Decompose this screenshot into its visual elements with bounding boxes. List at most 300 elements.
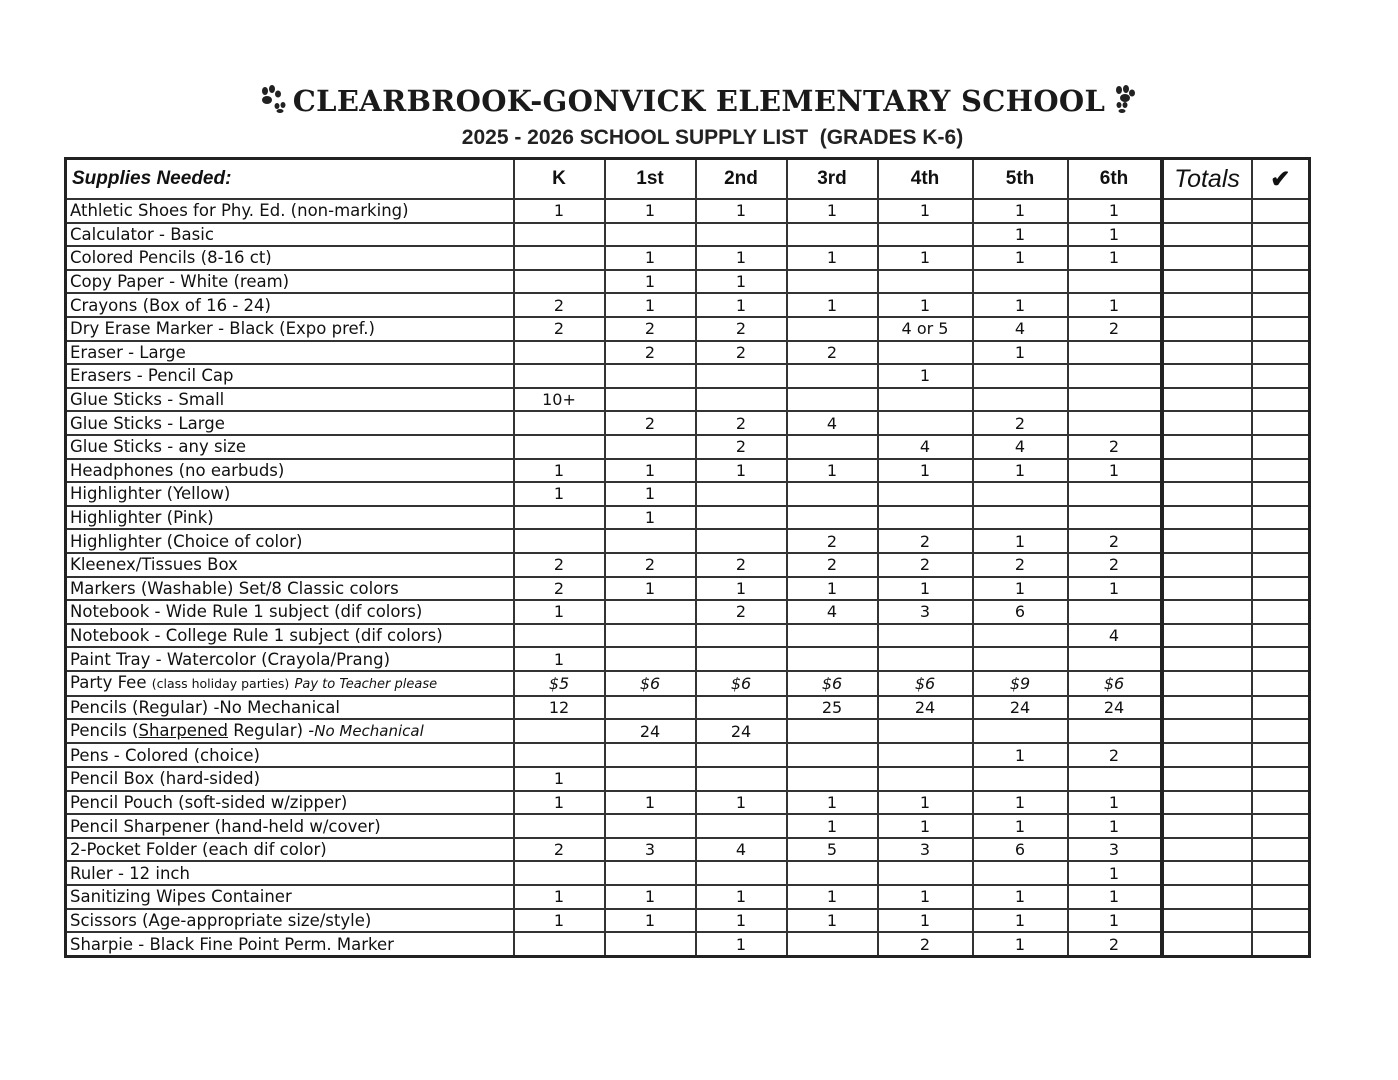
quantity-cell: 2 <box>696 600 787 624</box>
checkmark-cell[interactable] <box>1252 838 1310 862</box>
quantity-cell: 1 <box>973 885 1068 909</box>
quantity-cell: 24 <box>1068 696 1162 720</box>
quantity-cell: 2 <box>696 435 787 459</box>
totals-cell[interactable] <box>1162 506 1252 530</box>
supply-item-cell <box>66 529 514 553</box>
checkmark-cell[interactable] <box>1252 791 1310 815</box>
quantity-cell: 1 <box>605 885 696 909</box>
supply-item-text: Pencils (Regular) -No Mechanical <box>70 698 340 718</box>
paw-print-icon <box>1111 85 1139 113</box>
quantity-cell <box>605 696 696 720</box>
quantity-cell: 2 <box>514 553 605 577</box>
quantity-cell: 1 <box>787 791 878 815</box>
quantity-cell <box>605 364 696 388</box>
checkmark-cell[interactable] <box>1252 719 1310 743</box>
checkmark-cell[interactable] <box>1252 932 1310 956</box>
checkmark-cell[interactable] <box>1252 411 1310 435</box>
table-row <box>66 553 1310 577</box>
table-row <box>66 317 1310 341</box>
quantity-cell <box>973 767 1068 791</box>
supply-item-text: Highlighter (Pink) <box>70 508 214 528</box>
quantity-cell <box>787 482 878 506</box>
quantity-cell: 1 <box>878 791 973 815</box>
quantity-cell: 2 <box>605 411 696 435</box>
quantity-cell <box>696 223 787 247</box>
supply-item-cell <box>66 671 514 696</box>
quantity-cell <box>787 317 878 341</box>
supply-item-cell <box>66 696 514 720</box>
quantity-cell: 2 <box>1068 553 1162 577</box>
grade-header: 3rd <box>787 159 878 200</box>
quantity-cell: 24 <box>605 719 696 743</box>
quantity-cell <box>878 223 973 247</box>
totals-header: Totals <box>1162 159 1252 200</box>
quantity-cell <box>605 388 696 412</box>
quantity-cell: 2 <box>878 529 973 553</box>
quantity-cell <box>696 529 787 553</box>
quantity-cell <box>514 223 605 247</box>
supply-item-text: Headphones (no earbuds) <box>70 460 285 480</box>
quantity-cell <box>514 435 605 459</box>
supply-item-cell <box>66 814 514 838</box>
checkmark-cell[interactable] <box>1252 341 1310 365</box>
quantity-cell <box>1068 506 1162 530</box>
quantity-cell: 1 <box>696 199 787 223</box>
quantity-cell: 1 <box>514 767 605 791</box>
quantity-cell: 1 <box>605 791 696 815</box>
checkmark-cell[interactable] <box>1252 553 1310 577</box>
quantity-cell <box>605 647 696 671</box>
totals-cell[interactable] <box>1162 577 1252 601</box>
quantity-cell: 1 <box>696 791 787 815</box>
quantity-cell: 1 <box>973 909 1068 933</box>
table-row <box>66 341 1310 365</box>
totals-cell[interactable] <box>1162 388 1252 412</box>
supply-item-text: Eraser - Large <box>70 342 186 362</box>
quantity-cell <box>787 388 878 412</box>
checkmark-cell[interactable] <box>1252 885 1310 909</box>
checkmark-cell[interactable] <box>1252 696 1310 720</box>
grade-header: 5th <box>973 159 1068 200</box>
quantity-cell <box>787 223 878 247</box>
quantity-cell: 4 <box>787 600 878 624</box>
quantity-cell: 1 <box>878 577 973 601</box>
table-row <box>66 861 1310 885</box>
checkmark-cell[interactable] <box>1252 577 1310 601</box>
quantity-cell <box>1068 600 1162 624</box>
totals-cell[interactable] <box>1162 317 1252 341</box>
quantity-cell: 1 <box>696 459 787 483</box>
quantity-cell: 3 <box>1068 838 1162 862</box>
quantity-cell <box>973 861 1068 885</box>
grade-header: 2nd <box>696 159 787 200</box>
supply-item-text: Crayons (Box of 16 - 24) <box>70 295 271 315</box>
totals-cell[interactable] <box>1162 885 1252 909</box>
supply-item-text: Pens - Colored (choice) <box>70 745 260 765</box>
quantity-cell: 24 <box>696 719 787 743</box>
quantity-cell <box>973 482 1068 506</box>
totals-cell[interactable] <box>1162 364 1252 388</box>
quantity-cell <box>605 600 696 624</box>
supply-item-cell <box>66 624 514 648</box>
table-row <box>66 600 1310 624</box>
supply-item-cell <box>66 577 514 601</box>
quantity-cell: 1 <box>605 482 696 506</box>
supply-item-cell <box>66 719 514 743</box>
quantity-cell: 2 <box>696 341 787 365</box>
supply-item-cell <box>66 246 514 270</box>
checkmark-cell[interactable] <box>1252 246 1310 270</box>
quantity-cell <box>787 767 878 791</box>
quantity-cell: 1 <box>605 293 696 317</box>
quantity-cell <box>973 388 1068 412</box>
quantity-cell <box>878 388 973 412</box>
quantity-cell <box>787 364 878 388</box>
totals-cell[interactable] <box>1162 814 1252 838</box>
quantity-cell: 1 <box>1068 791 1162 815</box>
quantity-cell <box>696 743 787 767</box>
quantity-cell: 2 <box>514 838 605 862</box>
supply-item-cell <box>66 482 514 506</box>
supply-item-text: Dry Erase Marker - Black (Expo pref.) <box>70 319 375 339</box>
quantity-cell: 1 <box>1068 199 1162 223</box>
quantity-cell: 4 <box>787 411 878 435</box>
checkmark-cell[interactable] <box>1252 293 1310 317</box>
supply-item-text: Kleenex/Tissues Box <box>70 555 238 575</box>
quantity-cell: 1 <box>696 293 787 317</box>
supply-item-cell <box>66 506 514 530</box>
totals-cell[interactable] <box>1162 671 1252 696</box>
checkmark-cell[interactable] <box>1252 814 1310 838</box>
totals-cell[interactable] <box>1162 411 1252 435</box>
quantity-cell: 4 or 5 <box>878 317 973 341</box>
checkmark-cell[interactable] <box>1252 743 1310 767</box>
quantity-cell <box>514 341 605 365</box>
table-row <box>66 506 1310 530</box>
quantity-cell: 2 <box>514 577 605 601</box>
quantity-cell: 2 <box>1068 529 1162 553</box>
totals-cell[interactable] <box>1162 647 1252 671</box>
quantity-cell <box>514 624 605 648</box>
quantity-cell: 2 <box>1068 932 1162 956</box>
checkmark-cell[interactable] <box>1252 861 1310 885</box>
supply-item-text: Sharpened <box>138 721 229 741</box>
supply-item-text: Pencil Sharpener (hand-held w/cover) <box>70 816 381 836</box>
quantity-cell: 1 <box>514 791 605 815</box>
supply-item-text: Glue Sticks - any size <box>70 437 246 457</box>
supply-item-text: Scissors (Age-appropriate size/style) <box>70 910 372 930</box>
checkmark-cell[interactable] <box>1252 199 1310 223</box>
totals-cell[interactable] <box>1162 743 1252 767</box>
checkmark-cell[interactable] <box>1252 482 1310 506</box>
page-title <box>0 84 1398 118</box>
supply-item-cell <box>66 600 514 624</box>
quantity-cell <box>787 624 878 648</box>
quantity-cell: 4 <box>696 838 787 862</box>
table-row <box>66 719 1310 743</box>
quantity-cell <box>973 506 1068 530</box>
quantity-cell: 1 <box>973 246 1068 270</box>
table-row <box>66 647 1310 671</box>
quantity-cell <box>605 529 696 553</box>
table-row <box>66 791 1310 815</box>
quantity-cell: 1 <box>605 459 696 483</box>
supply-item-cell <box>66 791 514 815</box>
supply-item-text: Calculator - Basic <box>70 224 214 244</box>
supplies-header: Supplies Needed: <box>66 159 514 200</box>
grade-header: K <box>514 159 605 200</box>
quantity-cell: 1 <box>605 270 696 294</box>
supply-item-cell <box>66 767 514 791</box>
quantity-cell <box>605 767 696 791</box>
quantity-cell <box>514 529 605 553</box>
quantity-cell: 1 <box>605 506 696 530</box>
quantity-cell: 2 <box>1068 435 1162 459</box>
quantity-cell: 2 <box>878 553 973 577</box>
quantity-cell: 1 <box>787 459 878 483</box>
supply-item-text: Party Fee <box>70 672 147 692</box>
supply-item-cell <box>66 885 514 909</box>
totals-cell[interactable] <box>1162 909 1252 933</box>
quantity-cell <box>878 270 973 294</box>
supply-item-text: Pencil Pouch (soft-sided w/zipper) <box>70 792 348 812</box>
quantity-cell: 1 <box>1068 861 1162 885</box>
checkmark-cell[interactable] <box>1252 600 1310 624</box>
totals-cell[interactable] <box>1162 553 1252 577</box>
quantity-cell: 1 <box>787 577 878 601</box>
totals-cell[interactable] <box>1162 932 1252 956</box>
quantity-cell: 1 <box>1068 577 1162 601</box>
quantity-cell <box>696 861 787 885</box>
quantity-cell: 1 <box>1068 814 1162 838</box>
supply-item-text: Ruler - 12 inch <box>70 863 190 883</box>
supply-item-cell <box>66 270 514 294</box>
quantity-cell: 1 <box>973 577 1068 601</box>
quantity-cell: $6 <box>787 671 878 696</box>
supply-item-text: Pencil Box (hard-sided) <box>70 769 261 789</box>
totals-cell[interactable] <box>1162 270 1252 294</box>
quantity-cell <box>973 364 1068 388</box>
quantity-cell <box>878 411 973 435</box>
quantity-cell: 6 <box>973 838 1068 862</box>
supply-item-cell <box>66 411 514 435</box>
totals-cell[interactable] <box>1162 696 1252 720</box>
quantity-cell: 1 <box>973 743 1068 767</box>
quantity-cell: 2 <box>514 317 605 341</box>
quantity-cell <box>1068 341 1162 365</box>
grade-header: 6th <box>1068 159 1162 200</box>
quantity-cell <box>696 767 787 791</box>
supply-item-cell <box>66 838 514 862</box>
grade-header: 4th <box>878 159 973 200</box>
totals-cell[interactable] <box>1162 600 1252 624</box>
quantity-cell <box>787 861 878 885</box>
quantity-cell: 4 <box>973 317 1068 341</box>
quantity-cell: 1 <box>787 885 878 909</box>
supply-item-text: Pencils ( <box>70 721 139 741</box>
totals-cell[interactable] <box>1162 293 1252 317</box>
quantity-cell: 1 <box>973 341 1068 365</box>
checkmark-cell[interactable] <box>1252 767 1310 791</box>
quantity-cell: 2 <box>787 529 878 553</box>
quantity-cell: 1 <box>973 293 1068 317</box>
quantity-cell: 3 <box>878 838 973 862</box>
quantity-cell <box>878 624 973 648</box>
quantity-cell: 1 <box>1068 459 1162 483</box>
supply-item-text: Notebook - College Rule 1 subject (dif colors) <box>70 625 443 645</box>
quantity-cell: 2 <box>696 553 787 577</box>
totals-cell[interactable] <box>1162 459 1252 483</box>
quantity-cell: $9 <box>973 671 1068 696</box>
quantity-cell: 2 <box>787 341 878 365</box>
quantity-cell: 4 <box>878 435 973 459</box>
quantity-cell <box>878 482 973 506</box>
supply-item-cell <box>66 743 514 767</box>
supply-item-text: Copy Paper - White (ream) <box>70 272 290 292</box>
quantity-cell: 5 <box>787 838 878 862</box>
totals-cell[interactable] <box>1162 435 1252 459</box>
table-row <box>66 909 1310 933</box>
quantity-cell: 24 <box>878 696 973 720</box>
supply-item-cell <box>66 553 514 577</box>
quantity-cell <box>787 932 878 956</box>
totals-cell[interactable] <box>1162 719 1252 743</box>
checkmark-cell[interactable] <box>1252 317 1310 341</box>
supply-item-text: No Mechanical <box>314 722 424 741</box>
quantity-cell: 2 <box>514 293 605 317</box>
checkmark-cell[interactable] <box>1252 435 1310 459</box>
quantity-cell: 1 <box>1068 909 1162 933</box>
quantity-cell: 1 <box>696 909 787 933</box>
quantity-cell: 2 <box>973 411 1068 435</box>
quantity-cell: 1 <box>605 577 696 601</box>
quantity-cell <box>787 719 878 743</box>
supply-item-text: Sharpie - Black Fine Point Perm. Marker <box>70 934 394 954</box>
quantity-cell <box>878 506 973 530</box>
supply-item-cell <box>66 435 514 459</box>
totals-cell[interactable] <box>1162 624 1252 648</box>
quantity-cell: 1 <box>605 199 696 223</box>
checkmark-cell[interactable] <box>1252 223 1310 247</box>
supply-item-cell <box>66 364 514 388</box>
checkmark-header: ✔ <box>1252 159 1310 200</box>
checkmark-cell[interactable] <box>1252 506 1310 530</box>
supply-item-text: Erasers - Pencil Cap <box>70 366 234 386</box>
quantity-cell <box>605 932 696 956</box>
quantity-cell: 1 <box>878 885 973 909</box>
quantity-cell: 1 <box>514 600 605 624</box>
quantity-cell: 2 <box>787 553 878 577</box>
quantity-cell: $6 <box>605 671 696 696</box>
checkmark-cell[interactable] <box>1252 624 1310 648</box>
quantity-cell <box>878 743 973 767</box>
totals-cell[interactable] <box>1162 341 1252 365</box>
quantity-cell: 2 <box>696 317 787 341</box>
quantity-cell: 1 <box>1068 293 1162 317</box>
checkmark-cell[interactable] <box>1252 270 1310 294</box>
quantity-cell <box>605 743 696 767</box>
checkmark-cell[interactable] <box>1252 671 1310 696</box>
supply-item-text: Notebook - Wide Rule 1 subject (dif colors) <box>70 602 423 622</box>
quantity-cell <box>696 696 787 720</box>
supply-item-cell <box>66 293 514 317</box>
quantity-cell: $6 <box>696 671 787 696</box>
quantity-cell: 2 <box>696 411 787 435</box>
quantity-cell: 1 <box>973 932 1068 956</box>
quantity-cell: 1 <box>514 909 605 933</box>
quantity-cell: 1 <box>878 814 973 838</box>
totals-cell[interactable] <box>1162 838 1252 862</box>
checkmark-cell[interactable] <box>1252 459 1310 483</box>
quantity-cell <box>696 482 787 506</box>
quantity-cell: 1 <box>514 885 605 909</box>
quantity-cell: 1 <box>973 814 1068 838</box>
quantity-cell: 2 <box>605 341 696 365</box>
supply-item-text: (class holiday parties) <box>151 675 290 691</box>
supply-item-text: Athletic Shoes for Phy. Ed. (non-marking) <box>70 201 409 221</box>
totals-cell[interactable] <box>1162 482 1252 506</box>
checkmark-cell[interactable] <box>1252 388 1310 412</box>
totals-cell[interactable] <box>1162 223 1252 247</box>
quantity-cell: 6 <box>973 600 1068 624</box>
table-row <box>66 932 1310 956</box>
supply-item-text: Glue Sticks - Small <box>70 390 225 410</box>
quantity-cell <box>514 861 605 885</box>
supply-item-text: Regular) - <box>228 721 315 741</box>
table-row <box>66 624 1310 648</box>
checkmark-cell[interactable] <box>1252 909 1310 933</box>
checkmark-cell[interactable] <box>1252 364 1310 388</box>
quantity-cell <box>878 341 973 365</box>
totals-cell[interactable] <box>1162 861 1252 885</box>
quantity-cell <box>514 270 605 294</box>
supply-item-text: Sanitizing Wipes Container <box>70 887 292 907</box>
table-row <box>66 577 1310 601</box>
table-row <box>66 293 1310 317</box>
totals-cell[interactable] <box>1162 767 1252 791</box>
table-row <box>66 838 1310 862</box>
quantity-cell <box>1068 270 1162 294</box>
supply-item-cell <box>66 459 514 483</box>
quantity-cell: 1 <box>878 364 973 388</box>
quantity-cell: 1 <box>696 932 787 956</box>
table-row <box>66 671 1310 696</box>
quantity-cell: 1 <box>787 293 878 317</box>
quantity-cell: 2 <box>605 553 696 577</box>
totals-cell[interactable] <box>1162 199 1252 223</box>
quantity-cell <box>605 624 696 648</box>
quantity-cell: 1 <box>1068 223 1162 247</box>
totals-cell[interactable] <box>1162 791 1252 815</box>
quantity-cell <box>787 743 878 767</box>
checkmark-cell[interactable] <box>1252 647 1310 671</box>
totals-cell[interactable] <box>1162 246 1252 270</box>
quantity-cell: 2 <box>973 553 1068 577</box>
checkmark-cell[interactable] <box>1252 529 1310 553</box>
quantity-cell <box>696 506 787 530</box>
quantity-cell <box>696 647 787 671</box>
quantity-cell <box>514 743 605 767</box>
quantity-cell: 1 <box>514 647 605 671</box>
totals-cell[interactable] <box>1162 529 1252 553</box>
quantity-cell: 1 <box>787 814 878 838</box>
supply-item-cell <box>66 199 514 223</box>
quantity-cell <box>973 624 1068 648</box>
quantity-cell: 1 <box>973 459 1068 483</box>
supply-item-text: Glue Sticks - Large <box>70 413 225 433</box>
quantity-cell: 25 <box>787 696 878 720</box>
quantity-cell <box>1068 388 1162 412</box>
